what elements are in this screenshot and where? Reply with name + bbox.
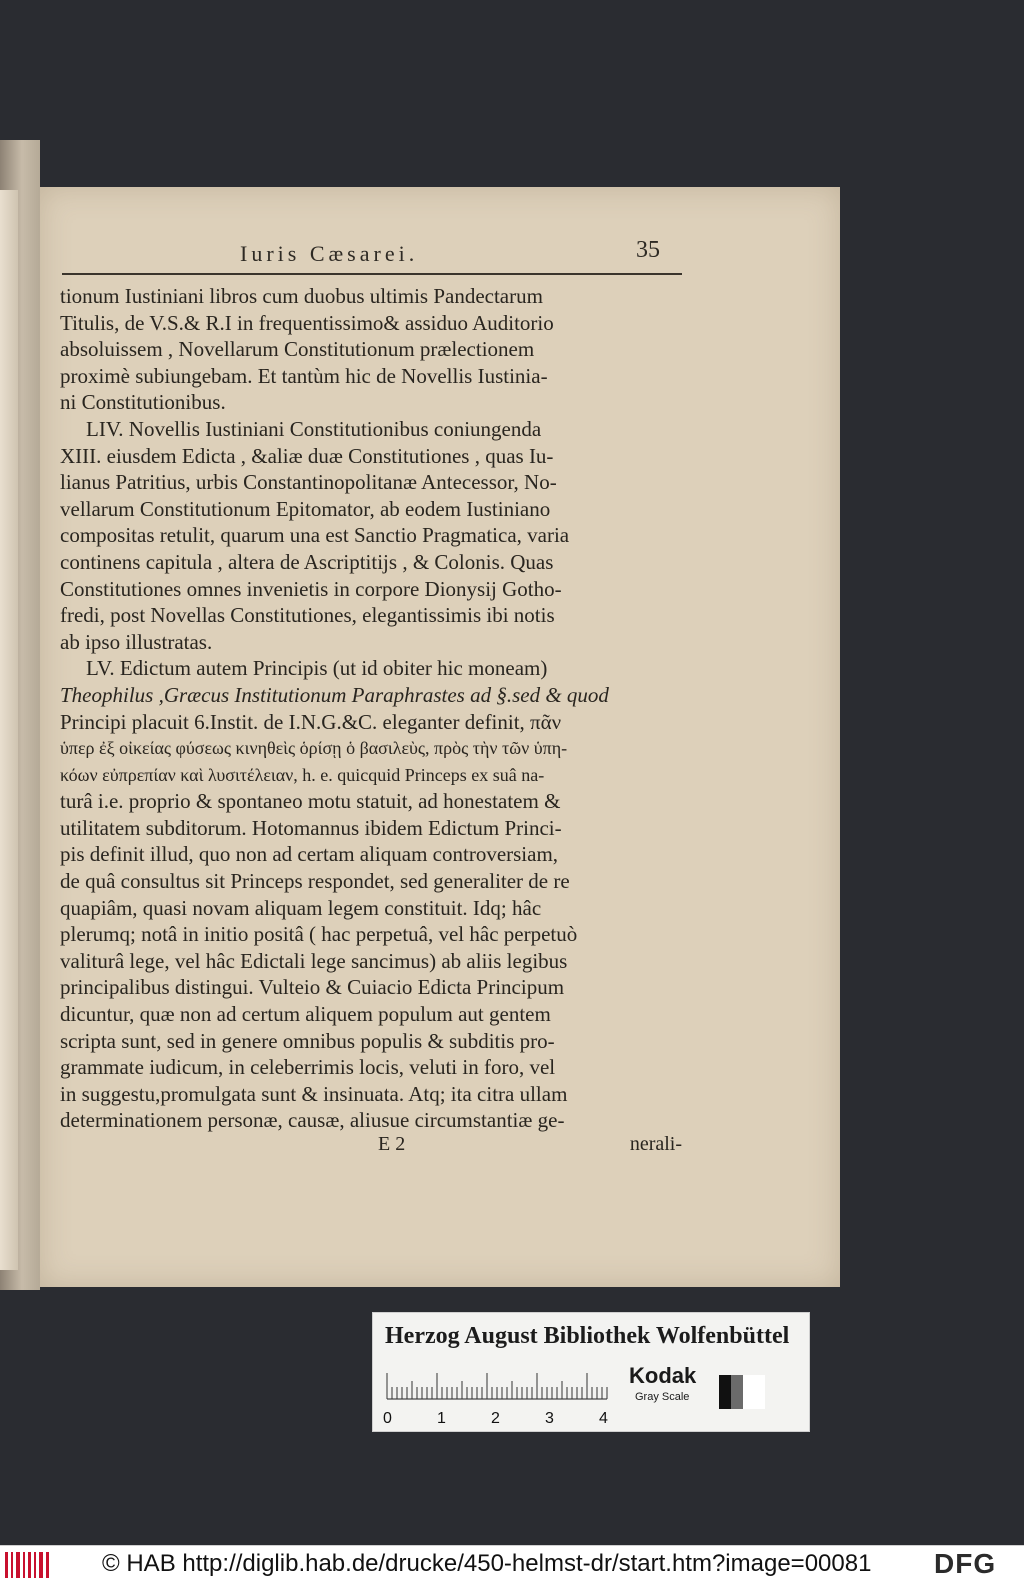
copyright-url[interactable]: © HAB http://diglib.hab.de/drucke/450-helmst-dr/start.htm?image=00081 bbox=[102, 1550, 872, 1577]
page-number: 35 bbox=[636, 237, 660, 263]
scale-number-3: 3 bbox=[545, 1410, 554, 1427]
text-line: compositas retulit, quarum una est Sanctio Pragmatica, varia bbox=[60, 523, 570, 548]
text-line: scripta sunt, sed in genere omnibus populis & subditis pro- bbox=[60, 1028, 555, 1053]
scale-number-1: 1 bbox=[437, 1410, 446, 1427]
text-line: utilitatem subditorum. Hotomannus ibidem Edictum Princi- bbox=[60, 815, 562, 840]
text-line: ὑπερ ἐξ οἰκείας φύσεως κινηθεὶς ὁρίσῃ ὁ βασιλεὺς, πρὸς τὴν τῶν ὑπη- bbox=[60, 738, 568, 759]
text-line: LIV. Novellis Iustiniani Constitutionibus coniungenda bbox=[86, 416, 542, 441]
text-line: valiturâ lege, vel hâc Edictali lege sancimus) ab aliis legibus bbox=[60, 948, 568, 973]
text-line: pis definit illud, quo non ad certam aliquam controversiam, bbox=[60, 842, 559, 867]
footer-bar bbox=[0, 1545, 1024, 1583]
text-line: tionum Iustiniani libros cum duobus ultimis Pandectarum bbox=[60, 284, 543, 308]
text-line: in suggestu,promulgata sunt & insinuata. Atq; ita citra ullam bbox=[60, 1081, 568, 1106]
gray-scale-caption: Gray Scale bbox=[635, 1391, 690, 1403]
barcode-icon bbox=[4, 1550, 52, 1580]
text-line: ab ipso illustratas. bbox=[60, 629, 213, 654]
body-text bbox=[60, 283, 700, 1134]
text-line: continens capitula , altera de Ascriptitijs , & Colonis. Quas bbox=[60, 549, 554, 574]
catchword: nerali- bbox=[629, 1133, 682, 1155]
text-line: dicuntur, quæ non ad certum aliquem populum aut gentem bbox=[60, 1002, 551, 1027]
black-swatch bbox=[719, 1375, 731, 1409]
text-line: lianus Patritius, urbis Constantinopolitanæ Antecessor, No- bbox=[60, 470, 557, 495]
mid-gray-swatch bbox=[731, 1375, 743, 1409]
text-line: Theophilus ,Græcus Institutionum Paraphrastes ad §.sed & quod bbox=[60, 682, 609, 707]
ruler-scale bbox=[385, 1363, 615, 1427]
text-line: absoluissem , Novellarum Constitutionum prælectionem bbox=[60, 337, 535, 362]
text-line: grammate iudicum, in celeberrimis locis, veluti in foro, vel bbox=[60, 1055, 556, 1080]
library-name: Herzog August Bibliothek Wolfenbüttel bbox=[385, 1323, 790, 1349]
header-rule bbox=[62, 273, 682, 275]
text-line: fredi, post Novellas Constitutiones, elegantissimis ibi notis bbox=[60, 603, 555, 628]
signature-mark: E 2 bbox=[378, 1133, 406, 1155]
text-line: determinationem personæ, causæ, aliusue circumstantiæ ge- bbox=[60, 1108, 565, 1133]
text-line: vellarum Constitutionum Epitomator, ab eodem Iustiniano bbox=[60, 496, 551, 521]
dfg-logo: DFG bbox=[934, 1548, 997, 1579]
library-label bbox=[372, 1312, 810, 1432]
scale-number-2: 2 bbox=[491, 1410, 500, 1427]
previous-page-strip bbox=[0, 190, 18, 1270]
text-line: plerumq; notâ in initio positâ ( hac perpetuâ, vel hâc perpetuò bbox=[60, 922, 578, 947]
kodak-logo: Kodak bbox=[629, 1363, 697, 1388]
text-line: Constitutiones omnes invenietis in corpore Dionysij Gotho- bbox=[60, 576, 562, 601]
page-footer-line bbox=[60, 1133, 700, 1157]
text-line: κόων εὐπρεπίαν καὶ λυσιτέλειαν, h. e. quicquid Princeps ex suâ na- bbox=[60, 764, 545, 785]
text-line: Principi placuit 6.Instit. de I.N.G.&C. eleganter definit, πᾶν bbox=[60, 709, 562, 734]
running-head: Iuris Cæsarei. bbox=[240, 241, 419, 266]
book-page bbox=[40, 187, 840, 1287]
text-line: LV. Edictum autem Principis (ut id obiter hic moneam) bbox=[86, 656, 548, 681]
text-line: proximè subiungebam. Et tantùm hic de Novellis Iustinia- bbox=[60, 363, 548, 388]
text-line: quapiâm, quasi novam aliquam legem constituit. Idq; hâc bbox=[60, 895, 542, 920]
text-line: principalibus distingui. Vulteio & Cuiacio Edicta Principum bbox=[60, 975, 565, 1000]
scale-number-0: 0 bbox=[383, 1410, 392, 1427]
text-line: turâ i.e. proprio & spontaneo motu statuit, ad honestatem & bbox=[60, 789, 561, 814]
text-line: XIII. eiusdem Edicta , &aliæ duæ Constitutiones , quas Iu- bbox=[60, 443, 554, 468]
text-line: de quâ consultus sit Princeps respondet, sed generaliter de re bbox=[60, 869, 570, 894]
text-line: ni Constitutionibus. bbox=[60, 390, 226, 415]
text-line: Titulis, de V.S.& R.I in frequentissimo& assiduo Auditorio bbox=[60, 310, 554, 335]
scale-number-4: 4 bbox=[599, 1410, 608, 1427]
